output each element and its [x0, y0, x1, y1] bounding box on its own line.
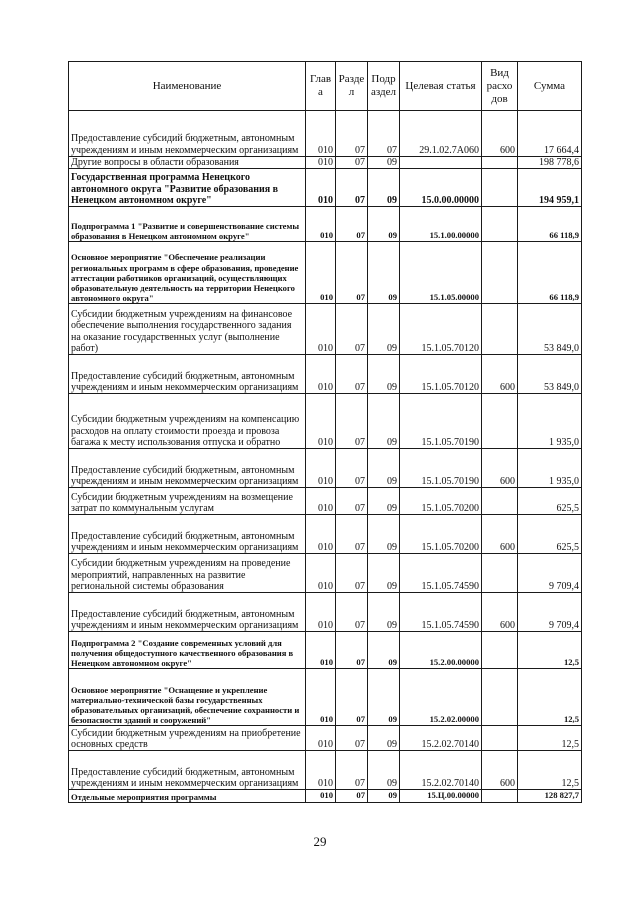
cell-glava: 010: [306, 554, 336, 593]
cell-glava: 010: [306, 355, 336, 394]
cell-vid: 600: [482, 593, 518, 632]
cell-podrazdel: 09: [368, 207, 400, 242]
cell-podrazdel: 09: [368, 169, 400, 207]
cell-name: Предоставление субсидий бюджетным, автономным учреждениям и иным некоммерческим организациям: [69, 593, 306, 632]
table-row: [69, 751, 582, 790]
cell-celevaya: 15.0.00.00000: [400, 169, 482, 207]
header-glava: Глав а: [306, 62, 336, 111]
table-row: [69, 593, 582, 632]
cell-vid: [482, 632, 518, 669]
cell-glava: 010: [306, 449, 336, 488]
cell-razdel: 07: [336, 515, 368, 554]
cell-celevaya: 15.1.05.74590: [400, 554, 482, 593]
cell-razdel: 07: [336, 111, 368, 157]
cell-celevaya: 15.1.05.70120: [400, 355, 482, 394]
cell-celevaya: 15.1.05.70120: [400, 304, 482, 355]
cell-summa: 12,5: [518, 669, 582, 726]
cell-vid: [482, 726, 518, 751]
cell-glava: 010: [306, 169, 336, 207]
table-header-row: [69, 62, 582, 111]
cell-podrazdel: 09: [368, 394, 400, 449]
cell-celevaya: 15.2.02.70140: [400, 726, 482, 751]
table-row: [69, 488, 582, 515]
cell-summa: 194 959,1: [518, 169, 582, 207]
cell-razdel: 07: [336, 207, 368, 242]
cell-razdel: 07: [336, 449, 368, 488]
cell-summa: 66 118,9: [518, 242, 582, 304]
cell-summa: 9 709,4: [518, 593, 582, 632]
cell-vid: 600: [482, 751, 518, 790]
cell-vid: [482, 157, 518, 169]
cell-name: Субсидии бюджетным учреждениям на финансовое обеспечение выполнения государственного задания на оказание государственных услуг (выполнение работ): [69, 304, 306, 355]
table-row: [69, 790, 582, 802]
cell-vid: [482, 169, 518, 207]
cell-razdel: 07: [336, 593, 368, 632]
cell-name: Основное мероприятие "Оснащение и укрепление материально-технической базы государственных образовательных организаций, обеспечение сохранности и безопасности зданий и сооружений": [69, 669, 306, 726]
table-row: [69, 242, 582, 304]
cell-vid: [482, 488, 518, 515]
cell-vid: [482, 304, 518, 355]
table-row: [69, 669, 582, 726]
cell-summa: 128 827,7: [518, 790, 582, 802]
cell-razdel: 07: [336, 304, 368, 355]
cell-name: Подпрограмма 1 "Развитие и совершенствование системы образования в Ненецком автономном округе": [69, 207, 306, 242]
table-row: [69, 394, 582, 449]
cell-summa: 9 709,4: [518, 554, 582, 593]
cell-name: Субсидии бюджетным учреждениям на приобретение основных средств: [69, 726, 306, 751]
header-vid: Вид расхо дов: [482, 62, 518, 111]
header-podrazdel: Подр аздел: [368, 62, 400, 111]
cell-podrazdel: 09: [368, 669, 400, 726]
cell-name: Отдельные мероприятия программы: [69, 790, 306, 802]
cell-glava: 010: [306, 242, 336, 304]
cell-vid: [482, 790, 518, 802]
cell-vid: 600: [482, 355, 518, 394]
cell-podrazdel: 09: [368, 242, 400, 304]
cell-glava: 010: [306, 515, 336, 554]
cell-celevaya: 15.2.02.00000: [400, 669, 482, 726]
cell-podrazdel: 09: [368, 726, 400, 751]
cell-vid: [482, 207, 518, 242]
cell-summa: 53 849,0: [518, 355, 582, 394]
cell-celevaya: [400, 157, 482, 169]
cell-podrazdel: 09: [368, 449, 400, 488]
cell-name: Предоставление субсидий бюджетным, автономным учреждениям и иным некоммерческим организациям: [69, 355, 306, 394]
cell-vid: 600: [482, 449, 518, 488]
cell-podrazdel: 09: [368, 488, 400, 515]
cell-name: Субсидии бюджетным учреждениям на проведение мероприятий, направленных на развитие региональной системы образования: [69, 554, 306, 593]
cell-name: Другие вопросы в области образования: [69, 157, 306, 169]
cell-vid: [482, 242, 518, 304]
header-name: Наименование: [69, 62, 306, 111]
cell-celevaya: 15.2.02.70140: [400, 751, 482, 790]
cell-celevaya: 15.1.05.70200: [400, 515, 482, 554]
table-row: [69, 554, 582, 593]
cell-glava: 010: [306, 157, 336, 169]
table-row: [69, 304, 582, 355]
cell-summa: 198 778,6: [518, 157, 582, 169]
cell-razdel: 07: [336, 169, 368, 207]
cell-vid: [482, 394, 518, 449]
cell-glava: 010: [306, 790, 336, 802]
cell-summa: 12,5: [518, 632, 582, 669]
cell-podrazdel: 09: [368, 554, 400, 593]
table-body: [69, 111, 582, 803]
cell-razdel: 07: [336, 632, 368, 669]
cell-podrazdel: 09: [368, 304, 400, 355]
cell-podrazdel: 09: [368, 632, 400, 669]
cell-razdel: 07: [336, 554, 368, 593]
page-number: 29: [313, 834, 327, 849]
table-row: [69, 515, 582, 554]
cell-summa: 53 849,0: [518, 304, 582, 355]
table-row: [69, 726, 582, 751]
cell-glava: 010: [306, 726, 336, 751]
cell-vid: [482, 669, 518, 726]
cell-podrazdel: 07: [368, 111, 400, 157]
cell-celevaya: 15.1.05.70190: [400, 449, 482, 488]
table-row: [69, 169, 582, 207]
cell-vid: 600: [482, 111, 518, 157]
cell-glava: 010: [306, 304, 336, 355]
cell-celevaya: 15.1.05.00000: [400, 242, 482, 304]
cell-summa: 625,5: [518, 515, 582, 554]
cell-celevaya: 15.1.05.70190: [400, 394, 482, 449]
cell-summa: 1 935,0: [518, 449, 582, 488]
cell-name: Основное мероприятие "Обеспечение реализации региональных программ в сфере образования, проведение аттестации работников организаций, осуществляющих образовательную деятельность на территории Ненецкого автономного округа": [69, 242, 306, 304]
cell-name: Субсидии бюджетным учреждениям на возмещение затрат по коммунальным услугам: [69, 488, 306, 515]
cell-razdel: 07: [336, 488, 368, 515]
cell-summa: 12,5: [518, 726, 582, 751]
table-row: [69, 111, 582, 157]
budget-table: [68, 61, 582, 803]
cell-celevaya: 15.1.05.74590: [400, 593, 482, 632]
cell-podrazdel: 09: [368, 355, 400, 394]
table-row: [69, 207, 582, 242]
cell-razdel: 07: [336, 751, 368, 790]
table-row: [69, 632, 582, 669]
cell-podrazdel: 09: [368, 157, 400, 169]
cell-razdel: 07: [336, 355, 368, 394]
cell-razdel: 07: [336, 394, 368, 449]
cell-celevaya: 15.2.00.00000: [400, 632, 482, 669]
cell-glava: 010: [306, 593, 336, 632]
table-row: [69, 449, 582, 488]
cell-razdel: 07: [336, 242, 368, 304]
cell-celevaya: 15.1.05.70200: [400, 488, 482, 515]
cell-vid: 600: [482, 515, 518, 554]
table-row: [69, 355, 582, 394]
cell-razdel: 07: [336, 157, 368, 169]
cell-glava: 010: [306, 394, 336, 449]
cell-summa: 12,5: [518, 751, 582, 790]
cell-celevaya: 29.1.02.7А060: [400, 111, 482, 157]
header-summa: Сумма: [518, 62, 582, 111]
cell-razdel: 07: [336, 726, 368, 751]
cell-razdel: 07: [336, 669, 368, 726]
cell-podrazdel: 09: [368, 593, 400, 632]
cell-summa: 625,5: [518, 488, 582, 515]
cell-name: Субсидии бюджетным учреждениям на компенсацию расходов на оплату стоимости проезда и провоза багажа к месту использования отпуска и обратно: [69, 394, 306, 449]
cell-summa: 66 118,9: [518, 207, 582, 242]
table-row: [69, 157, 582, 169]
cell-name: Предоставление субсидий бюджетным, автономным учреждениям и иным некоммерческим организациям: [69, 111, 306, 157]
cell-name: Предоставление субсидий бюджетным, автономным учреждениям и иным некоммерческим организациям: [69, 751, 306, 790]
cell-name: Государственная программа Ненецкого автономного округа "Развитие образования в Ненецком автономном округе": [69, 169, 306, 207]
cell-podrazdel: 09: [368, 751, 400, 790]
cell-glava: 010: [306, 669, 336, 726]
cell-vid: [482, 554, 518, 593]
cell-glava: 010: [306, 632, 336, 669]
cell-glava: 010: [306, 111, 336, 157]
cell-podrazdel: 09: [368, 790, 400, 802]
cell-glava: 010: [306, 207, 336, 242]
cell-name: Предоставление субсидий бюджетным, автономным учреждениям и иным некоммерческим организациям: [69, 515, 306, 554]
header-razdel: Разде л: [336, 62, 368, 111]
cell-summa: 1 935,0: [518, 394, 582, 449]
cell-summa: 17 664,4: [518, 111, 582, 157]
cell-razdel: 07: [336, 790, 368, 802]
cell-name: Предоставление субсидий бюджетным, автономным учреждениям и иным некоммерческим организациям: [69, 449, 306, 488]
cell-glava: 010: [306, 488, 336, 515]
cell-celevaya: 15.Ц.00.00000: [400, 790, 482, 802]
cell-glava: 010: [306, 751, 336, 790]
header-celevaya: Целевая статья: [400, 62, 482, 111]
budget-table-container: [68, 61, 581, 803]
cell-celevaya: 15.1.00.00000: [400, 207, 482, 242]
cell-podrazdel: 09: [368, 515, 400, 554]
cell-name: Подпрограмма 2 "Создание современных условий для получения общедоступного качественного образования в Ненецком автономном округе": [69, 632, 306, 669]
